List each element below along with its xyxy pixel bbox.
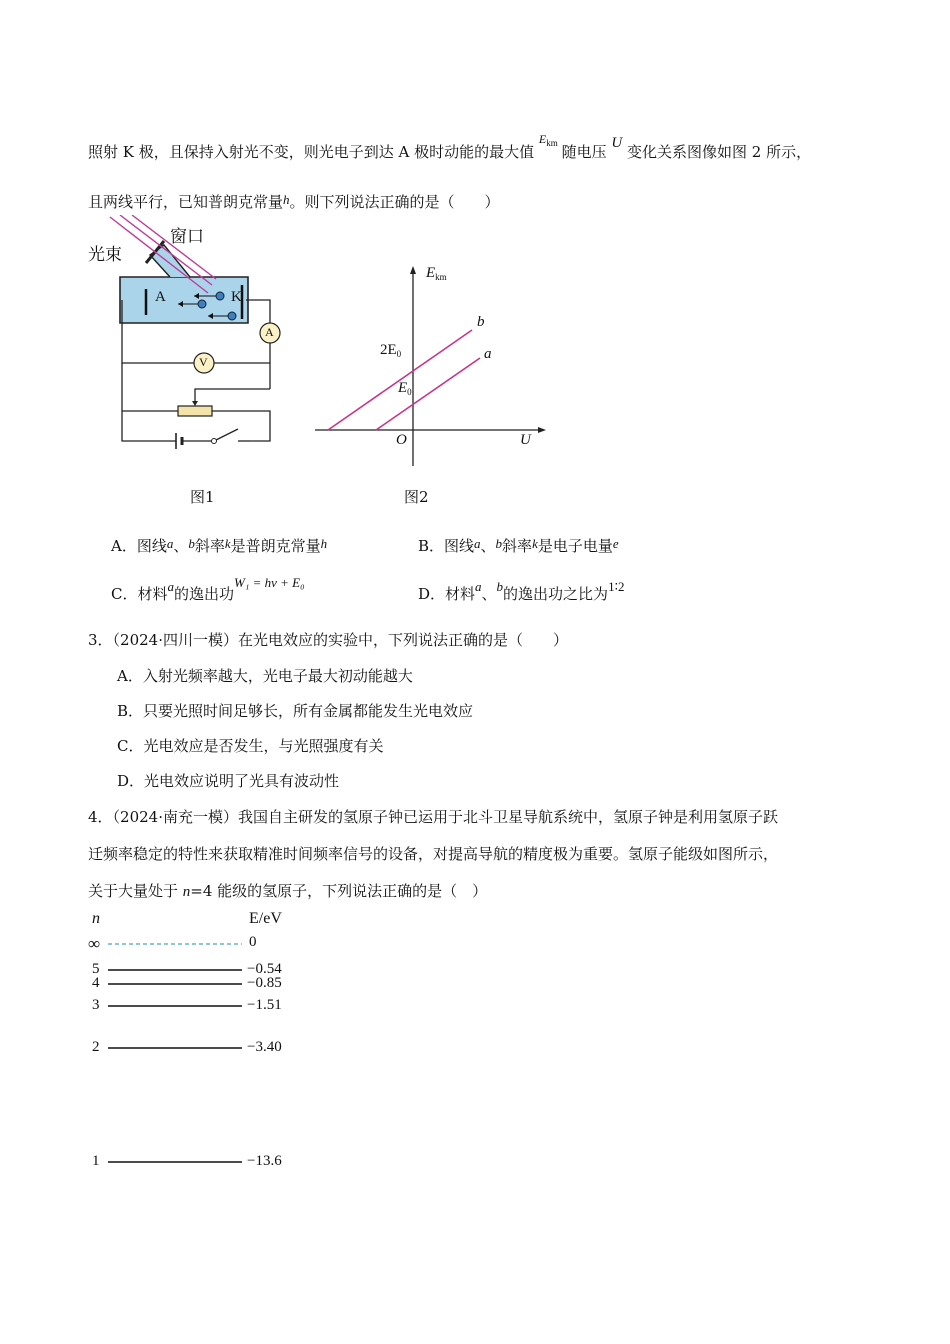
q4-stem-line3: 关于大量处于 n=4 能级的氢原子，下列说法正确的是（ ） [88,882,488,900]
electron [216,292,224,300]
energy-diagram-n-header: n [92,910,100,927]
level-e-2: −3.40 [247,1039,282,1055]
q2-stem-text: 照射 K 极，且保持入射光不变，则光电子到达 A 极时动能的最大值 [88,143,535,161]
fig1-anode-label: A [155,289,166,305]
q4-stem-line1: 4．（2024·南充一模）我国自主研发的氢原子钟已运用于北斗卫星导航系统中，氢原子钟是利用氢原子跃 [88,808,778,826]
level-e-1: −13.6 [247,1153,282,1169]
level-n-3: 3 [92,997,100,1013]
q2-stem-text: 随电压 [561,143,607,161]
fig2-caption: 图2 [404,488,429,506]
q3-stem: 3．（2024·四川一模）在光电效应的实验中，下列说法正确的是（ ） [88,631,568,649]
fig1-cathode-label: K [231,289,242,305]
fig1-ammeter-label: A [265,325,274,339]
level-e-5: −0.54 [247,961,282,977]
q4-stem-line2: 迁频率稳定的特性来获取精准时间频率信号的设备，对提高导航的精度极为重要。氢原子能级如图所示， [88,845,779,863]
q2-option-c[interactable]: C．材料a的逸出功W₁ = hν + E₀ [111,575,305,603]
level-n-infinity: ∞ [88,934,101,953]
q2-var-h: h [283,192,290,207]
rheostat [178,406,212,416]
q2-option-a[interactable]: A．图线a、b斜率k是普朗克常量h [111,536,328,555]
electron [228,312,236,320]
figure-2-graph [310,258,550,473]
level-n-1: 1 [92,1153,100,1169]
switch [212,439,217,444]
fig2-2e0-label: $2E_0$ [380,342,402,359]
q2-option-d[interactable]: D．材料a、b的逸出功之比为1∶2 [418,579,625,603]
fig1-voltmeter-label: V [199,355,208,369]
line-a [376,358,480,430]
level-e-4: −0.85 [247,975,282,991]
q2-stem-text: 变化关系图像如图 2 所示， [627,143,812,161]
energy-level-lines [100,930,250,1180]
q3-option-d[interactable]: D．光电效应说明了光具有波动性 [117,772,340,790]
q2-stem-line2 [88,191,500,212]
fig2-line-a-label: a [484,346,492,362]
q3-option-b[interactable]: B．只要光照时间足够长，所有金属都能发生光电效应 [117,702,474,720]
q2-var-u: U [611,135,623,151]
level-n-5: 5 [92,961,100,977]
q3-option-c[interactable]: C．光电效应是否发生，与光照强度有关 [117,737,384,755]
q3-option-a[interactable]: A．入射光频率越大，光电子最大初动能越大 [117,667,413,685]
level-e-infinity: 0 [249,934,257,950]
energy-diagram-e-header: E/eV [249,910,282,927]
level-n-4: 4 [92,975,100,991]
q2-stem-line1 [88,132,812,162]
fig2-line-b-label: b [477,314,485,330]
fig1-beam-label: 光束 [88,245,122,265]
q2-var-ekm: Ekm [538,132,558,148]
fig1-window-label: 窗口 [170,227,204,247]
fig2-e0-label: $E_0$ [398,380,412,397]
electron [198,300,206,308]
fig2-x-axis-label: U [520,432,531,448]
fig1-caption: 图1 [190,488,215,506]
q2-stem-text: 。则下列说法正确的是（ ） [289,193,500,211]
level-n-2: 2 [92,1039,100,1055]
fig2-origin-label: O [396,432,407,448]
level-e-3: −1.51 [247,997,282,1013]
fig2-y-axis-label: $E_{km}$ [426,265,447,282]
q2-stem-text: 且两线平行，已知普朗克常量 [88,193,284,211]
q2-option-b[interactable]: B．图线a、b斜率k是电子电量e [418,536,619,555]
q2-option-c-formula: W₁ = hν + E₀ [234,575,305,590]
